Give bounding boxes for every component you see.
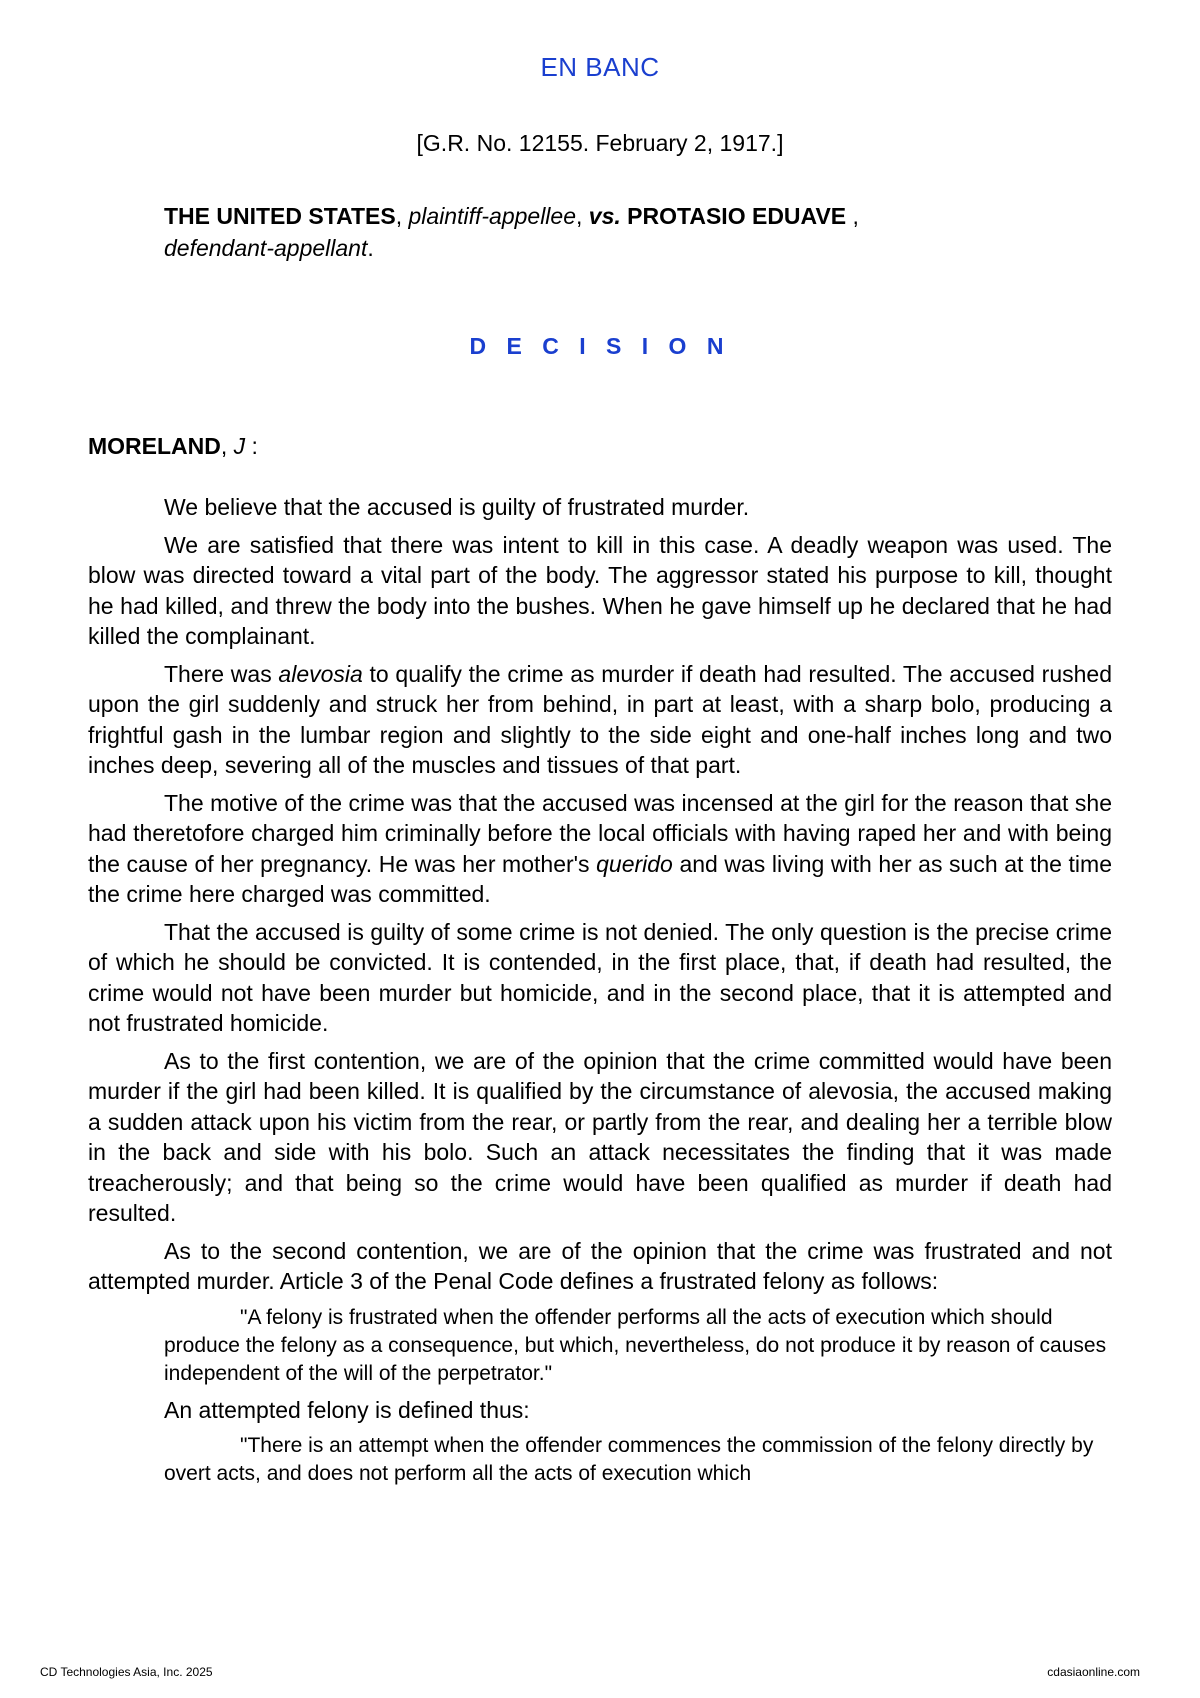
- decision-body: [88, 492, 1112, 1495]
- italic-term: querido: [596, 850, 673, 877]
- footer-site: cdasiaonline.com: [1047, 1665, 1140, 1679]
- ponente-title: J: [233, 433, 246, 459]
- paragraph: [88, 659, 1112, 781]
- case-parties: THE UNITED STATES, plaintiff-appellee, vs. PROTASIO EDUAVE , defendant-appellant.: [164, 203, 859, 261]
- paragraph: As to the second contention, we are of the opinion that the crime was frustrated and not attempted murder. Article 3 of the Penal Code defines a frustrated felony as follows:: [88, 1237, 1112, 1294]
- versus-label: vs.: [588, 203, 621, 229]
- paragraph: An attempted felony is defined thus:: [164, 1396, 530, 1423]
- paragraph-text: There was: [164, 660, 279, 687]
- plaintiff-name: THE UNITED STATES: [164, 203, 396, 229]
- ponente-name: MORELAND: [88, 433, 221, 459]
- court-division: EN BANC: [540, 52, 660, 82]
- case-number: [G.R. No. 12155. February 2, 1917.]: [416, 130, 784, 156]
- paragraph: We are satisfied that there was intent to kill in this case. A deadly weapon was used. The blow was directed toward a vital part of the body. The aggressor stated his purpose to kill, thought he had killed, and threw the body into the bushes. When he gave himself up he declared that he had killed the complainant.: [88, 531, 1112, 649]
- footer-copyright: CD Technologies Asia, Inc. 2025: [40, 1665, 213, 1679]
- paragraph: That the accused is guilty of some crime is not denied. The only question is the precise crime of which he should be convicted. It is contended, in the first place, that, if death had resulted, the crime would not have been murder but homicide, and in the second place, that it is attempted and not frustrated homicide.: [88, 918, 1112, 1036]
- paragraph-text: and was living with her as such at the time the crime here charged was committed.: [88, 850, 1112, 907]
- italic-term: alevosia: [278, 660, 363, 687]
- paragraph: We believe that the accused is guilty of frustrated murder.: [164, 494, 750, 520]
- document-page: [88, 0, 1112, 1698]
- defendant-role: defendant-appellant: [164, 235, 368, 261]
- paragraph: [88, 788, 1112, 910]
- block-quote: "A felony is frustrated when the offender performs all the acts of execution which should produce the felony as a consequence, but which, nevertheless, do not produce it by reason of causes independent of the will of the perpetrator.": [164, 1305, 1107, 1385]
- block-quote: "There is an attempt when the offender commences the commission of the felony directly by overt acts, and does not perform all the acts of execution which: [164, 1434, 1094, 1485]
- ponente: MORELAND, J :: [88, 433, 258, 459]
- paragraph-text: The motive of the crime was that the accused was incensed at the girl for the reason that she had theretofore charged him criminally before the local officials with having raped her and with being the cause of her pregnancy. He was her mother's: [88, 789, 1112, 877]
- decision-heading: D E C I S I O N: [469, 333, 731, 359]
- plaintiff-role: plaintiff-appellee: [408, 203, 577, 229]
- defendant-name: PROTASIO EDUAVE: [627, 203, 847, 229]
- paragraph-text: to qualify the crime as murder if death had resulted. The accused rushed upon the girl suddenly and struck her from behind, in part at least, with a sharp bolo, producing a frightful gash in the lumbar region and slightly to the side eight and one-half inches long and two inches deep, severing all of the muscles and tissues of that part.: [88, 660, 1112, 778]
- paragraph: As to the first contention, we are of the opinion that the crime committed would have been murder if the girl had been killed. It is qualified by the circumstance of alevosia, the accused making a sudden attack upon his victim from the rear, or partly from the rear, and dealing her a terrible blow in the back and side with his bolo. Such an attack necessitates the finding that it was made treacherously; and that being so the crime would have been qualified as murder if death had resulted.: [88, 1047, 1112, 1226]
